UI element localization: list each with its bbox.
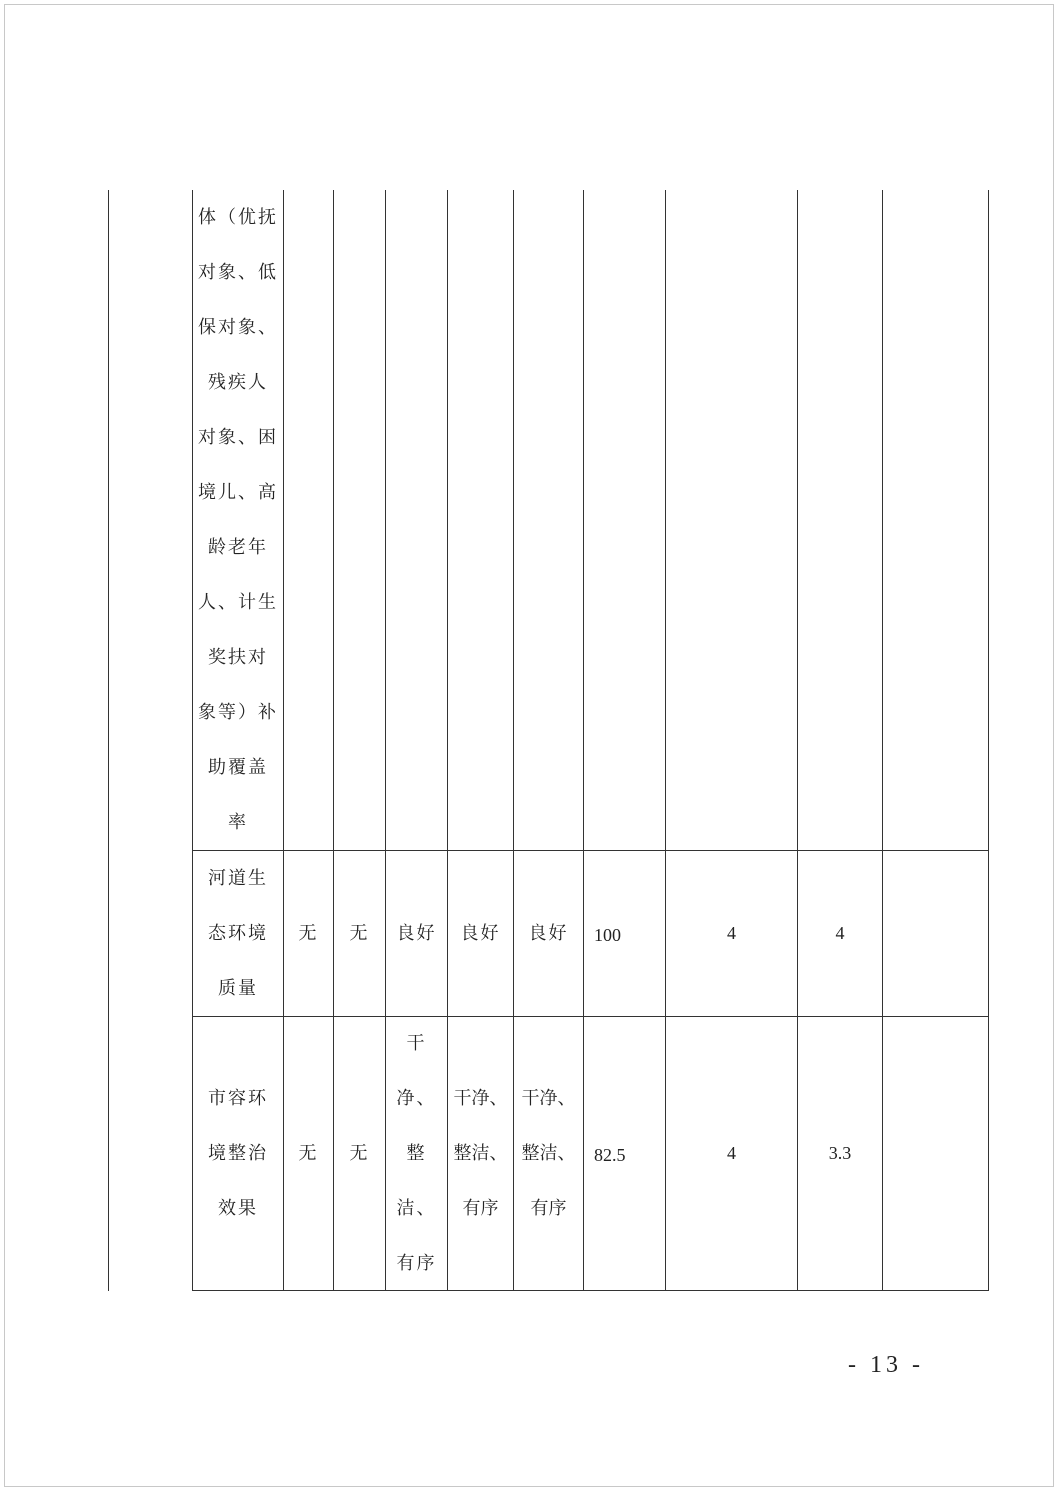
cell-text: 100 [594,925,621,945]
cell-text: 3.3 [828,1143,852,1163]
table-cell [284,1017,333,1290]
table-cell-weight [666,1017,797,1290]
table-cell [334,1017,385,1290]
cell-text: 4 [835,923,845,943]
table-cell [386,851,447,1016]
cell-text: 市容环 境整治 效果 [208,1088,268,1219]
table-cell-weight [666,851,797,1016]
cell-text: 干 净、 整 洁、 有序 [396,1033,437,1274]
table-cell-result [798,1017,882,1290]
cell-text: 良好 [460,923,501,944]
table-cell [514,851,583,1016]
cell-text: 体（优抚 对象、低 保对象、 残疾人 对象、困 境儿、高 龄老年 人、计生 奖扶对 象等）补 助覆盖 率 [198,207,278,833]
table-cell-result [798,851,882,1016]
table-cell [448,851,513,1016]
table-cell [334,851,385,1016]
table-cell [386,1017,447,1290]
cell-text: 4 [727,923,736,943]
cell-text: 无 [298,923,319,944]
cell-text: 良好 [528,923,569,944]
table-cell-indicator [193,851,283,1016]
table-cell-indicator [193,190,283,850]
table-cell-score [584,853,665,1018]
cell-text: 河道生 态环境 质量 [208,868,268,999]
cell-text: 4 [727,1143,736,1163]
cell-text: 82.5 [594,1145,626,1165]
page-number: - 13 - [848,1352,924,1378]
table-cell [284,851,333,1016]
table-vline [882,190,883,1291]
cell-text: 良好 [396,923,437,944]
table-cell [448,1017,513,1290]
table-cell-indicator [193,1017,283,1290]
cell-text: 干净、 整洁、 有序 [521,1088,576,1219]
cell-text: 无 [349,923,370,944]
cell-text: 无 [298,1143,319,1164]
table-cell-score [584,1019,665,1292]
cell-text: 干净、 整洁、 有序 [453,1088,508,1219]
table-vline [988,190,989,1291]
left-margin-rule [108,190,109,1291]
cell-text: 无 [349,1143,370,1164]
table-cell [514,1017,583,1290]
